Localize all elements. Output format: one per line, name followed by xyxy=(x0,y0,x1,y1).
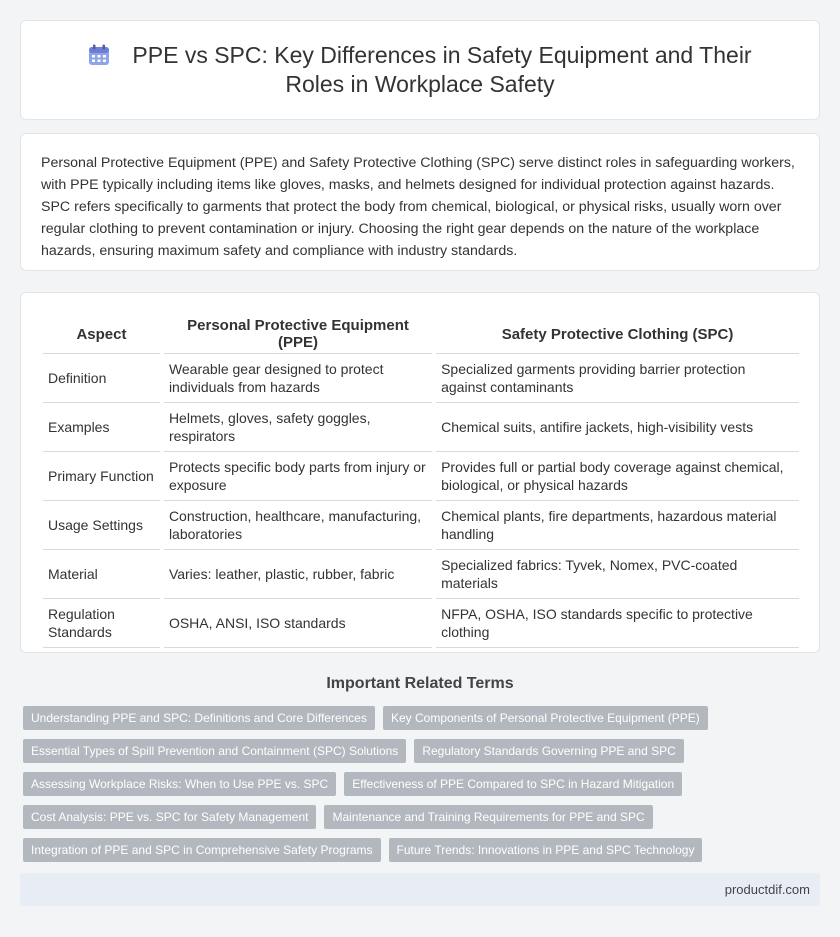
cell-ppe: Protects specific body parts from injury or exposure xyxy=(162,452,434,501)
cell-aspect: Usage Settings xyxy=(43,501,162,550)
related-term-link[interactable]: Effectiveness of PPE Compared to SPC in Hazard Mitigation xyxy=(344,772,682,796)
table-row xyxy=(43,550,799,599)
table-header-row xyxy=(43,317,799,354)
intro-card xyxy=(20,133,820,271)
related-term-link[interactable]: Future Trends: Innovations in PPE and SPC Technology xyxy=(389,838,703,862)
footer xyxy=(20,873,820,906)
header-ppe: Personal Protective Equipment (PPE) xyxy=(162,317,434,354)
cell-ppe: OSHA, ANSI, ISO standards xyxy=(162,599,434,648)
header-card xyxy=(20,20,820,120)
cell-ppe: Varies: leather, plastic, rubber, fabric xyxy=(162,550,434,599)
cell-spc: NFPA, OSHA, ISO standards specific to protective clothing xyxy=(434,599,799,648)
page-title xyxy=(61,41,779,99)
page-title-text: PPE vs SPC: Key Differences in Safety Equipment and Their Roles in Workplace Safety xyxy=(132,42,752,97)
related-term-link[interactable]: Key Components of Personal Protective Equipment (PPE) xyxy=(383,706,708,730)
title-wrap xyxy=(21,21,819,119)
related-term-link[interactable]: Understanding PPE and SPC: Definitions and Core Differences xyxy=(23,706,375,730)
cell-aspect: Definition xyxy=(43,354,162,403)
tag-row xyxy=(23,805,823,829)
cell-spc: Specialized garments providing barrier protection against contaminants xyxy=(434,354,799,403)
related-terms-list xyxy=(23,706,823,871)
tag-row xyxy=(23,706,823,730)
cell-ppe: Wearable gear designed to protect individuals from hazards xyxy=(162,354,434,403)
related-term-link[interactable]: Cost Analysis: PPE vs. SPC for Safety Management xyxy=(23,805,316,829)
cell-ppe: Construction, healthcare, manufacturing, laboratories xyxy=(162,501,434,550)
intro-paragraph: Personal Protective Equipment (PPE) and Safety Protective Clothing (SPC) serve distinct roles in safeguarding workers, with PPE typically including items like gloves, masks, and helmets designed for individual protection against hazards. SPC refers specifically to garments that protect the body from chemical, biological, or physical risks, usually worn over regular clothing to prevent contamination or injury. Choosing the right gear depends on the nature of the workplace hazards, ensuring maximum safety and compliance with industry standards. xyxy=(41,155,795,259)
cell-spc: Chemical suits, antifire jackets, high-visibility vests xyxy=(434,403,799,452)
cell-aspect: Primary Function xyxy=(43,452,162,501)
table-row xyxy=(43,599,799,648)
cell-spc: Specialized fabrics: Tyvek, Nomex, PVC-coated materials xyxy=(434,550,799,599)
comparison-table-card xyxy=(20,292,820,653)
header-aspect: Aspect xyxy=(43,317,162,354)
related-term-link[interactable]: Integration of PPE and SPC in Comprehensive Safety Programs xyxy=(23,838,381,862)
table-row xyxy=(43,501,799,550)
cell-spc: Chemical plants, fire departments, hazardous material handling xyxy=(434,501,799,550)
tag-row xyxy=(23,772,823,796)
table-row xyxy=(43,403,799,452)
header-spc: Safety Protective Clothing (SPC) xyxy=(434,317,799,354)
table-row xyxy=(43,452,799,501)
tag-row xyxy=(23,739,823,763)
related-term-link[interactable]: Essential Types of Spill Prevention and Containment (SPC) Solutions xyxy=(23,739,406,763)
cell-spc: Provides full or partial body coverage against chemical, biological, or physical hazards xyxy=(434,452,799,501)
tag-row xyxy=(23,838,823,862)
cell-aspect: Material xyxy=(43,550,162,599)
cell-aspect: Examples xyxy=(43,403,162,452)
related-term-link[interactable]: Assessing Workplace Risks: When to Use PPE vs. SPC xyxy=(23,772,336,796)
related-term-link[interactable]: Regulatory Standards Governing PPE and SPC xyxy=(414,739,683,763)
related-term-link[interactable]: Maintenance and Training Requirements for PPE and SPC xyxy=(324,805,652,829)
calendar-icon xyxy=(88,44,110,66)
site-link[interactable]: productdif.com xyxy=(724,882,810,897)
related-terms-title: Important Related Terms xyxy=(326,675,514,692)
table-row xyxy=(43,354,799,403)
cell-ppe: Helmets, gloves, safety goggles, respirators xyxy=(162,403,434,452)
cell-aspect: Regulation Standards xyxy=(43,599,162,648)
comparison-table xyxy=(43,317,799,648)
